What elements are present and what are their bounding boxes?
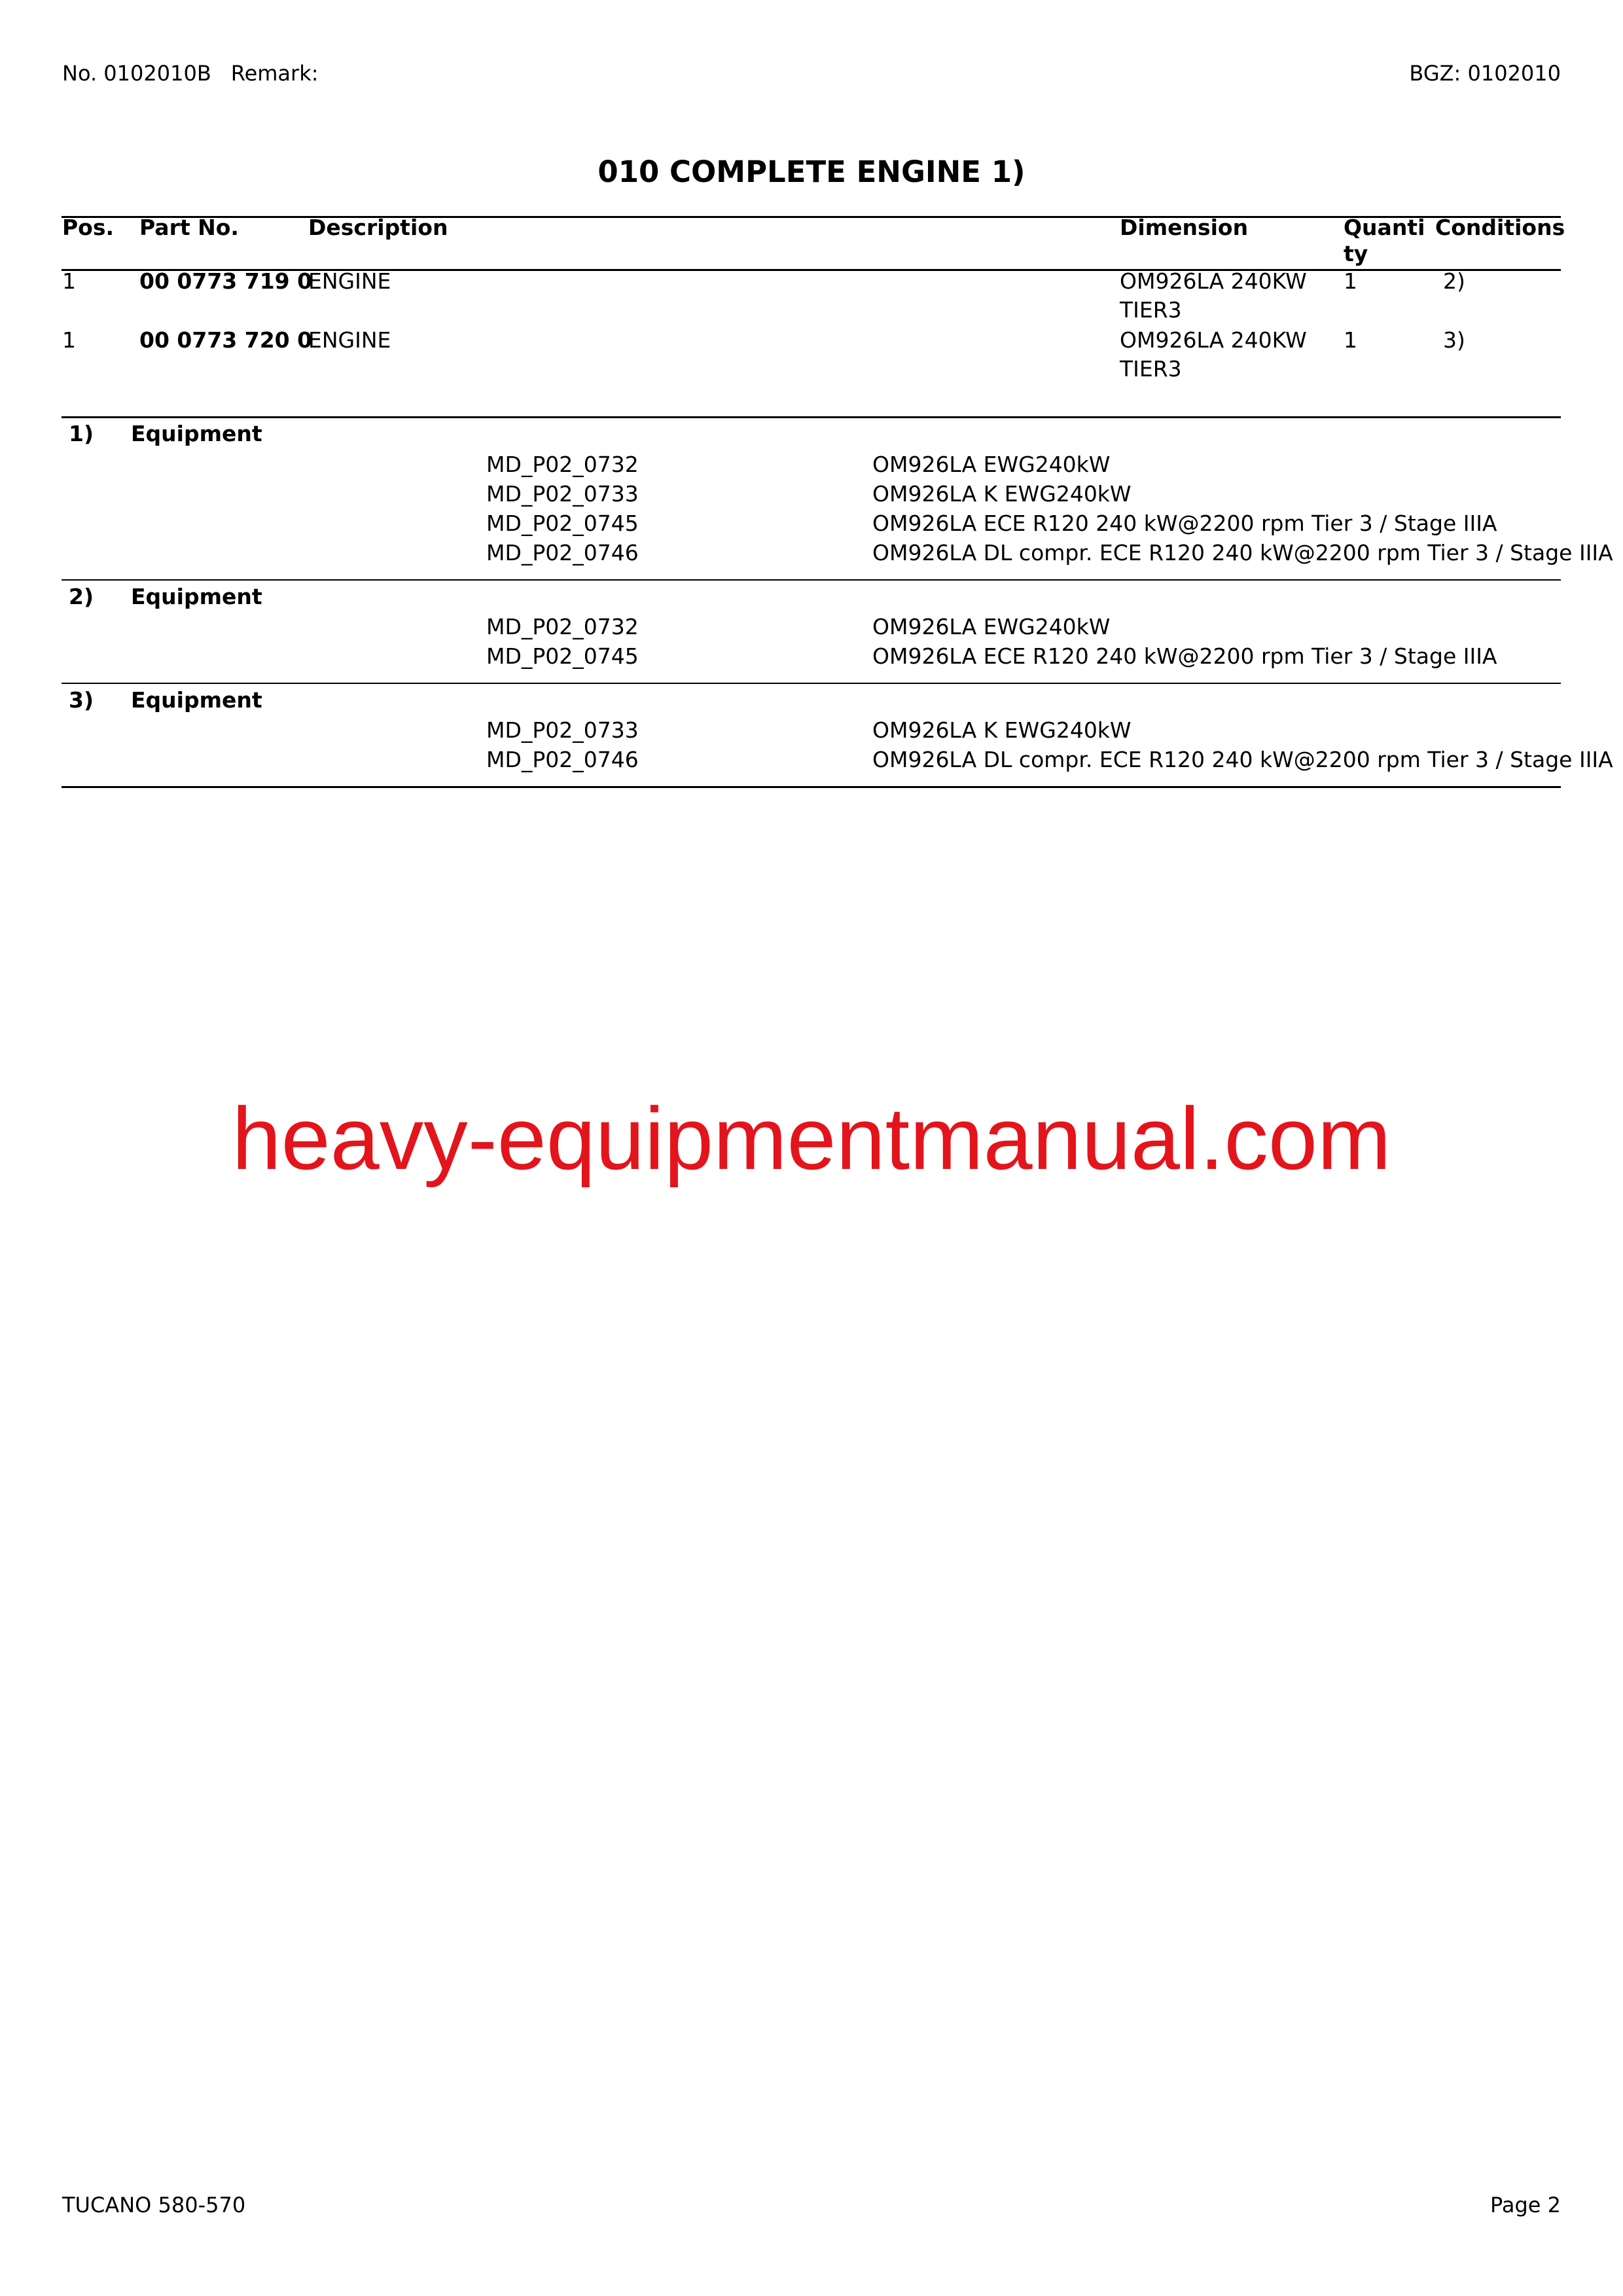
page-title: 010 COMPLETE ENGINE 1) [597, 154, 1026, 189]
equipment-code: MD_P02_0733 [486, 717, 639, 743]
row-dimension-line2: TIER3 [1120, 297, 1182, 323]
remark-label: Remark: [230, 61, 319, 86]
column-header-quantity-line1: Quanti [1344, 215, 1425, 240]
row-conditions: 2) [1443, 268, 1465, 294]
equipment-code: MD_P02_0746 [486, 747, 639, 772]
footnote-heading: Equipment [131, 584, 262, 609]
footnote-divider [62, 579, 1561, 581]
row-part-no: 00 0773 719 0 [139, 268, 313, 294]
footnote-divider [62, 683, 1561, 684]
row-part-no: 00 0773 720 0 [139, 327, 313, 353]
equipment-code: MD_P02_0733 [486, 481, 639, 507]
equipment-description: OM926LA EWG240kW [872, 452, 1111, 477]
footnote-heading: Equipment [131, 687, 262, 713]
row-quantity: 1 [1344, 327, 1357, 353]
equipment-description: OM926LA DL compr. ECE R120 240 kW@2200 rpm Tier 3 / Stage IIIA [872, 540, 1613, 565]
equipment-code: MD_P02_0732 [486, 614, 639, 639]
equipment-description: OM926LA ECE R120 240 kW@2200 rpm Tier 3 / Stage IIIA [872, 511, 1497, 536]
bgz-code: BGZ: 0102010 [1409, 61, 1561, 86]
column-header-description: Description [308, 215, 448, 240]
equipment-description: OM926LA EWG240kW [872, 614, 1111, 639]
equipment-code: MD_P02_0745 [486, 643, 639, 669]
row-dimension-line1: OM926LA 240KW [1120, 268, 1307, 294]
row-description: ENGINE [308, 268, 391, 294]
row-pos: 1 [62, 268, 76, 294]
column-header-conditions: Conditions [1435, 215, 1565, 240]
document-number: No. 0102010B [62, 61, 211, 86]
row-conditions: 3) [1443, 327, 1465, 353]
column-header-dimension: Dimension [1120, 215, 1249, 240]
equipment-code: MD_P02_0746 [486, 540, 639, 565]
row-quantity: 1 [1344, 268, 1357, 294]
footnotes-bottom-rule [62, 786, 1561, 788]
equipment-description: OM926LA K EWG240kW [872, 481, 1132, 507]
equipment-description: OM926LA ECE R120 240 kW@2200 rpm Tier 3 / Stage IIIA [872, 643, 1497, 669]
column-header-pos: Pos. [62, 215, 115, 240]
footnote-number: 2) [69, 584, 94, 609]
footnote-number: 3) [69, 687, 94, 713]
table-top-rule [62, 216, 1561, 218]
column-header-part-no: Part No. [139, 215, 239, 240]
document-header [62, 61, 338, 86]
footnote-heading: Equipment [131, 421, 262, 446]
footer-model: TUCANO 580-570 [62, 2193, 246, 2217]
row-pos: 1 [62, 327, 76, 353]
row-dimension-line2: TIER3 [1120, 356, 1182, 382]
footer-page-number: Page 2 [1490, 2193, 1561, 2217]
footnote-number: 1) [69, 421, 94, 446]
row-dimension-line1: OM926LA 240KW [1120, 327, 1307, 353]
table-bottom-rule [62, 416, 1561, 418]
column-header-quantity-line2: ty [1344, 241, 1368, 266]
equipment-code: MD_P02_0745 [486, 511, 639, 536]
equipment-description: OM926LA DL compr. ECE R120 240 kW@2200 rpm Tier 3 / Stage IIIA [872, 747, 1613, 772]
watermark-text: heavy-equipmentmanual.com [232, 1089, 1391, 1188]
equipment-description: OM926LA K EWG240kW [872, 717, 1132, 743]
equipment-code: MD_P02_0732 [486, 452, 639, 477]
row-description: ENGINE [308, 327, 391, 353]
